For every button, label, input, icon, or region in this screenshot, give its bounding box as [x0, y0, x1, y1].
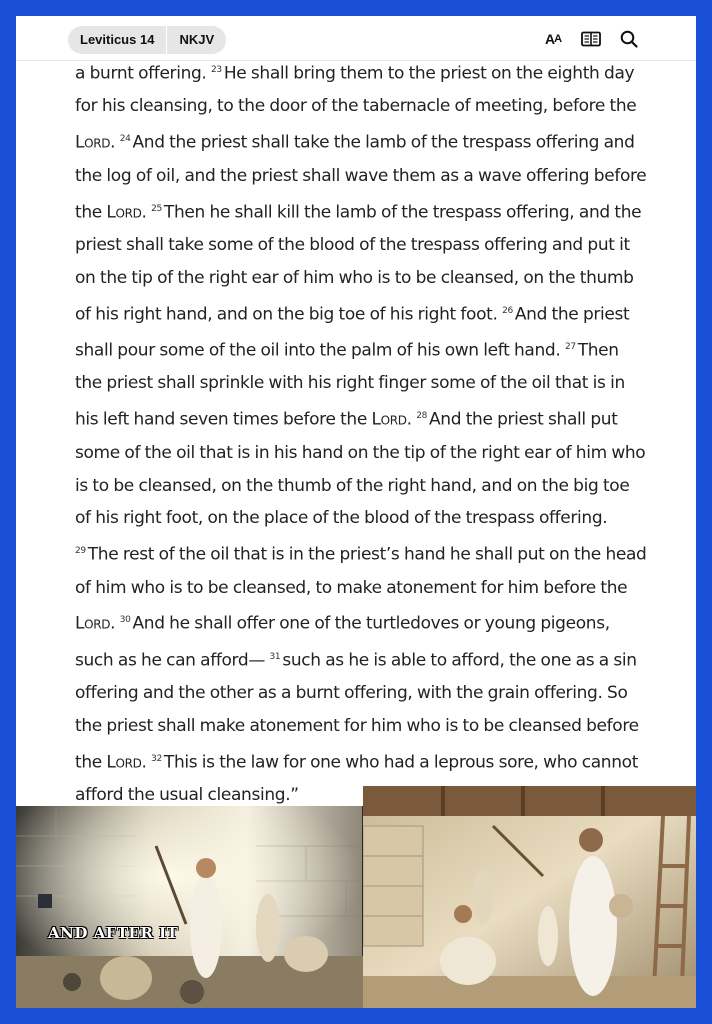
verse-23-text: He shall bring them to the priest on the eighth day for his cleansing, to the door of the tabernacle of meeting, before the: [75, 63, 637, 117]
toolbar-actions: [542, 28, 640, 50]
verse-24-text: And the priest shall take the lamb of the trespass offering and the log of oil, and the priest shall wave them as a wave offering before the: [75, 132, 647, 223]
verse-number-31[interactable]: 31: [269, 651, 281, 662]
chapter-version-selector: [68, 26, 226, 54]
verse-number-23[interactable]: 23: [211, 65, 222, 75]
text-size-icon[interactable]: A A: [544, 31, 562, 47]
illustration-workers-right: [363, 786, 696, 1008]
lord-small-caps: Lord: [106, 202, 142, 223]
reader-window: [16, 16, 696, 1008]
verse-28-text: And the priest shall put some of the oil that is in his hand on the tip of the right ear of him who is to be cleansed, on the thumb of the right hand, and on the big toe of his right foot, on the place of the blood of the trespass offering.: [75, 409, 646, 529]
passage-text: [75, 54, 647, 812]
illustration-strip: [16, 786, 696, 1008]
lord-small-caps: Lord: [371, 409, 407, 430]
verse-number-30[interactable]: 30: [119, 615, 131, 626]
verse-26-text: And the priest shall pour some of the oil into the palm of his own left hand.: [75, 304, 630, 361]
illustration-caption: AND AFTER IT: [48, 924, 179, 942]
verse-25-text: Then he shall kill the lamb of the trespass offering, and the priest shall take some of the blood of the trespass offering and put it on the tip of the right ear of him who is to be cleansed, on the thumb of his right hand, and on the big toe of his right foot.: [75, 202, 642, 325]
passage-paragraph: a burnt offering. $^{23}$ He shall bring them to the priest on the eighth day for his cleansing, to the door of the tabernacle of meeting, before the Lord. $^{24}$ And the priest shall take the lamb of the trespass offering and the log of oil, and the priest shall wave them as a wave offering before the Lord. $^{25}$ Then he shall kill the lamb of the trespass offering, and the priest shall take some of the blood of the trespass offering and put it on the tip of the right ear of him who is to be cleansed, on the thumb of his right hand, and on the big toe of his right foot. $^{26}$ And the priest shall pour some of the oil into the palm of his own left hand. $^{27}$ Then the priest shall sprinkle with his right finger some of the oil that is in his left hand seven times before the Lord. $^{28}$ And the priest shall put some of the oil that is in his hand on the tip of the right ear of him who is to be cleansed, on the thumb of the right hand, and on the big toe of his right foot, on the place of the blood of the trespass offering. $^{29}$ The rest of the oil that is in the priest’s hand he shall put on the head of him who is to be cleansed, to make atonement for him before the Lord. $^{30}$ And he shall offer one of the turtledoves or young pigeons, such as he can afford— $^{31}$ such as he is able to afford, the one as a sin offering and the other as a burnt offering, with the grain offering. So the priest shall make atonement for him who is to be cleansed before the Lord. $^{32}$ This is the law for one who had a leprous sore, who cannot afford the usual cleansing.”: [75, 63, 647, 806]
verse-number-24[interactable]: 24: [119, 134, 131, 145]
verse-31-text: such as he is able to afford, the one as a sin offering and the other as a burnt offering, with the grain offering. So the priest shall make atonement for him who is to be cleansed before the: [75, 650, 639, 773]
book-icon[interactable]: [580, 28, 602, 50]
verse-number-26[interactable]: 26: [502, 305, 513, 316]
verse-number-25[interactable]: 25: [151, 203, 162, 214]
verse-30-text: And he shall offer one of the turtledoves or young pigeons, such as he can afford—: [75, 614, 610, 671]
chapter-button[interactable]: Leviticus 14: [80, 32, 155, 47]
verse-22-tail: a burnt offering.: [75, 63, 207, 84]
verse-29-text: The rest of the oil that is in the priest’s hand he shall put on the head of him who is to be cleansed, to make atonement for him before the: [75, 544, 647, 598]
verse-number-28[interactable]: 28: [416, 411, 427, 422]
illustration-workers-left: [16, 806, 400, 1008]
lord-small-caps: Lord: [75, 132, 111, 153]
lord-small-caps: Lord: [106, 752, 142, 773]
version-button[interactable]: NKJV: [179, 32, 215, 47]
lord-small-caps: Lord: [75, 614, 111, 634]
verse-number-27[interactable]: 27: [564, 342, 576, 352]
verse-number-29[interactable]: 29: [75, 546, 86, 557]
search-icon[interactable]: [618, 28, 640, 50]
verse-27-text: Then the priest shall sprinkle with his right finger some of the oil that is in his left hand seven times before the: [75, 340, 625, 430]
verse-32-text: This is the law for one who had a leprous sore, who cannot afford the usual cleansing.”: [75, 752, 639, 806]
verse-number-32[interactable]: 32: [151, 753, 162, 764]
